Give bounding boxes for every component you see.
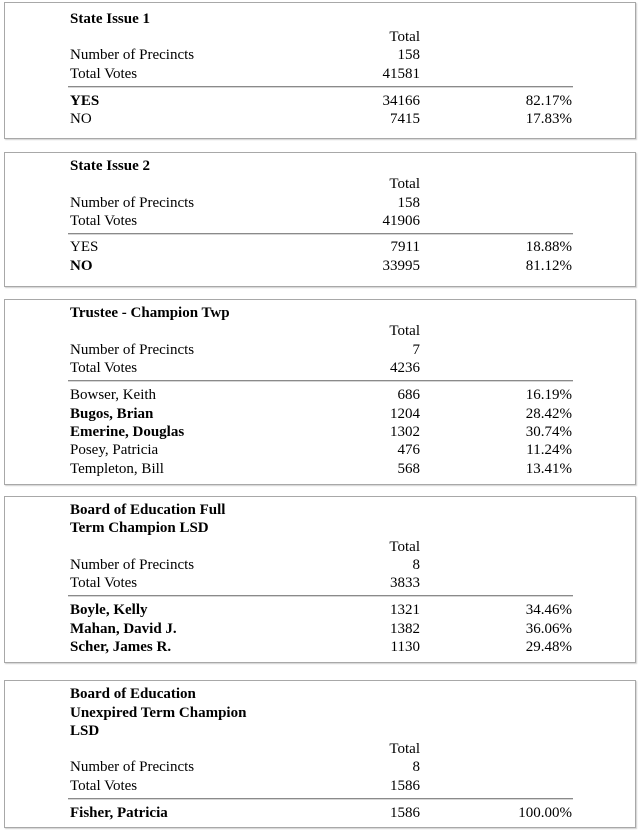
candidate-votes: 1302: [390, 424, 420, 440]
choice-name: NO: [70, 111, 92, 127]
total-votes-label: Total Votes: [70, 360, 138, 376]
precincts-value: 8: [412, 557, 420, 573]
candidate-percent: 29.48%: [525, 639, 572, 655]
race-title-line-2: Unexpired Term Champion: [70, 705, 247, 721]
candidate-votes: 476: [397, 442, 420, 458]
total-header: Total: [389, 539, 420, 555]
candidate-votes: 1321: [390, 602, 420, 618]
divider: [68, 595, 573, 596]
candidate-name: Bugos, Brian: [70, 406, 154, 422]
candidate-votes: 1586: [390, 805, 420, 821]
total-votes-value: 41906: [382, 213, 420, 229]
candidate-votes: 1130: [390, 639, 420, 655]
precincts-value: 158: [397, 47, 420, 63]
total-votes-value: 4236: [390, 360, 420, 376]
choice-name: YES: [70, 93, 100, 109]
divider: [68, 233, 573, 234]
precincts-value: 7: [412, 342, 420, 358]
candidate-percent: 36.06%: [525, 621, 572, 637]
candidate-percent: 100.00%: [518, 805, 572, 821]
candidate-name: Fisher, Patricia: [70, 805, 168, 821]
candidate-percent: 30.74%: [525, 424, 572, 440]
race-box-trustee-champion-twp: [4, 299, 636, 485]
precincts-value: 158: [397, 195, 420, 211]
race-box-state-issue-1: [4, 2, 636, 139]
candidate-name: Posey, Patricia: [70, 442, 159, 458]
total-header: Total: [389, 741, 420, 757]
precincts-label: Number of Precincts: [70, 47, 195, 63]
candidate-percent: 13.41%: [525, 461, 572, 477]
choice-name: YES: [70, 239, 99, 255]
candidate-percent: 11.24%: [526, 442, 572, 458]
candidate-name: Bowser, Keith: [70, 387, 157, 403]
divider: [68, 86, 573, 87]
choice-votes: 7911: [390, 239, 420, 255]
total-header: Total: [389, 323, 420, 339]
total-header: Total: [389, 29, 420, 45]
candidate-votes: 1204: [390, 406, 420, 422]
candidate-votes: 568: [397, 461, 420, 477]
total-votes-label: Total Votes: [70, 213, 138, 229]
race-box-state-issue-2: [4, 152, 636, 287]
precincts-label: Number of Precincts: [70, 759, 195, 775]
candidate-name: Templeton, Bill: [70, 461, 164, 477]
candidate-votes: 686: [397, 387, 420, 403]
choice-percent: 81.12%: [525, 258, 572, 274]
choice-votes: 7415: [390, 111, 420, 127]
divider: [68, 380, 573, 381]
race-title: State Issue 2: [70, 158, 151, 174]
total-votes-label: Total Votes: [70, 575, 138, 591]
race-box-board-of-education-unexpired-term: [4, 680, 636, 828]
total-votes-label: Total Votes: [70, 66, 138, 82]
candidate-name: Boyle, Kelly: [70, 602, 148, 618]
race-title-line-1: Board of Education: [70, 686, 196, 702]
candidate-name: Emerine, Douglas: [70, 424, 185, 440]
precincts-label: Number of Precincts: [70, 342, 195, 358]
race-title: State Issue 1: [70, 11, 151, 27]
candidate-name: Mahan, David J.: [70, 621, 177, 637]
precincts-label: Number of Precincts: [70, 557, 195, 573]
candidate-votes: 1382: [390, 621, 420, 637]
precincts-value: 8: [412, 759, 420, 775]
race-title-line-1: Board of Education Full: [70, 502, 226, 518]
race-title-line-3: LSD: [70, 723, 100, 739]
candidate-percent: 34.46%: [525, 602, 572, 618]
total-votes-value: 3833: [390, 575, 420, 591]
choice-name: NO: [70, 258, 93, 274]
choice-percent: 18.88%: [525, 239, 572, 255]
candidate-percent: 28.42%: [525, 406, 572, 422]
candidate-name: Scher, James R.: [70, 639, 172, 655]
divider: [68, 798, 573, 799]
race-box-board-of-education-full-term: [4, 496, 636, 663]
total-votes-label: Total Votes: [70, 778, 138, 794]
race-title: Trustee - Champion Twp: [70, 305, 230, 321]
choice-percent: 17.83%: [525, 111, 572, 127]
choice-votes: 33995: [382, 258, 420, 274]
total-header: Total: [389, 176, 420, 192]
choice-percent: 82.17%: [525, 93, 572, 109]
choice-votes: 34166: [382, 93, 420, 109]
race-title-line-2: Term Champion LSD: [70, 520, 209, 536]
precincts-label: Number of Precincts: [70, 195, 195, 211]
total-votes-value: 41581: [382, 66, 420, 82]
candidate-percent: 16.19%: [525, 387, 572, 403]
total-votes-value: 1586: [390, 778, 420, 794]
